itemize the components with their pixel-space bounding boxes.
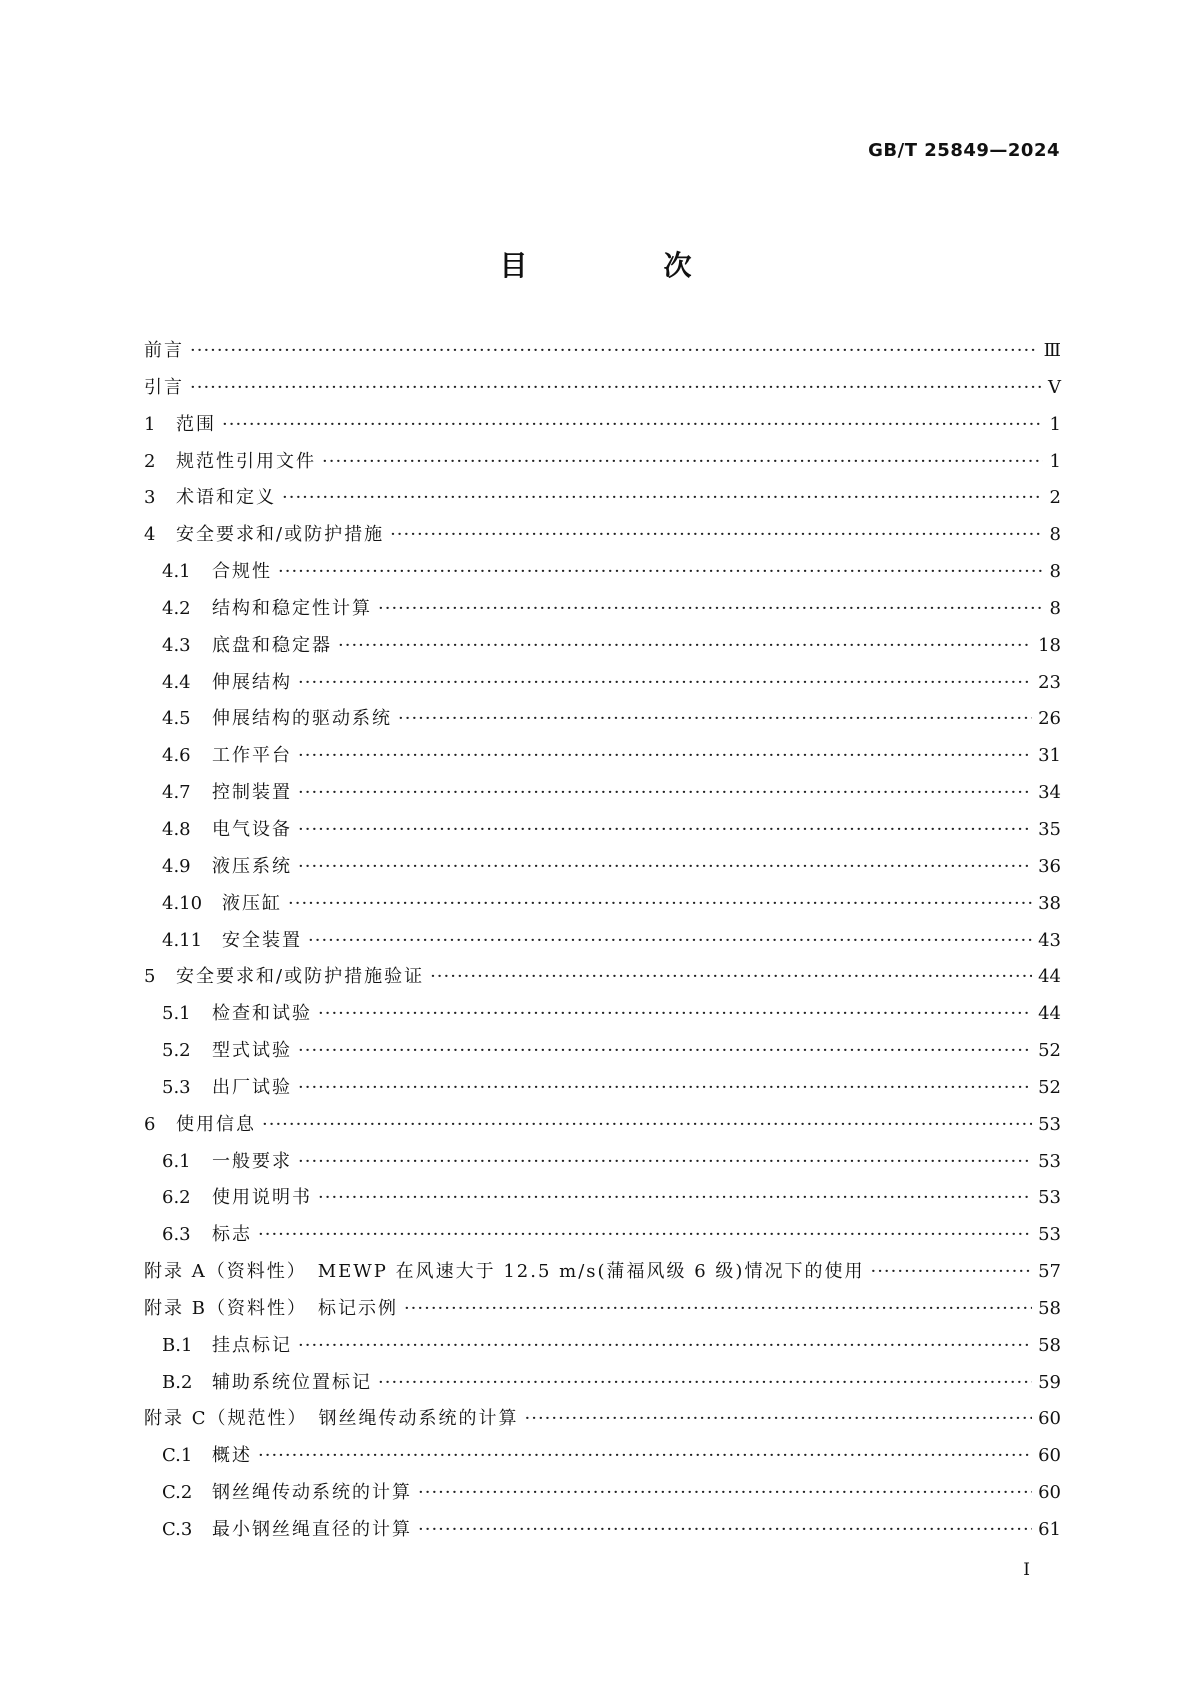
toc-entry-number: 3 [144, 487, 156, 509]
toc-entry-title: 范围 [176, 413, 216, 435]
toc-entry-title: 挂点标记 [212, 1334, 292, 1356]
toc-leader-dots [378, 597, 1043, 621]
toc-leader-dots [190, 339, 1038, 363]
toc-entry-title: 附录 A（资料性） MEWP 在风速大于 12.5 m/s(蒲福风级 6 级)情况下的使用 [144, 1261, 865, 1283]
toc-entry-page: 1 [1049, 413, 1061, 435]
toc-entry[interactable] [144, 892, 1061, 929]
toc-entry[interactable] [144, 413, 1061, 450]
toc-leader-dots [418, 1518, 1032, 1542]
toc-entry[interactable] [144, 339, 1061, 376]
toc-entry-title: 安全要求和/或防护措施 [176, 524, 385, 546]
toc-leader-dots [338, 634, 1032, 658]
toc-entry-number: 5.1 [162, 1003, 191, 1025]
toc-entry-page: 2 [1049, 487, 1061, 509]
toc-leader-dots [258, 1223, 1032, 1247]
toc-entry[interactable] [144, 1076, 1061, 1113]
toc-entry-number: 4.10 [162, 892, 203, 914]
toc-entry[interactable] [144, 1481, 1061, 1518]
toc-entry-page: 58 [1038, 1297, 1061, 1319]
toc-entry-title: 使用说明书 [212, 1187, 312, 1209]
toc-entry-page: 58 [1038, 1334, 1061, 1356]
toc-entry[interactable] [144, 929, 1061, 966]
toc-entry-number: 4.8 [162, 818, 191, 840]
toc-entry-page: 52 [1038, 1040, 1061, 1062]
toc-entry[interactable] [144, 1150, 1061, 1187]
toc-leader-dots [404, 1297, 1032, 1321]
toc-leader-dots [378, 1371, 1032, 1395]
toc-leader-dots [298, 1039, 1032, 1063]
toc-leader-dots [430, 965, 1032, 989]
toc-entry-page: 60 [1038, 1408, 1061, 1430]
toc-entry[interactable] [144, 1518, 1061, 1555]
toc-entry-number: 4.2 [162, 597, 191, 619]
toc-entry-page: 60 [1038, 1445, 1061, 1467]
toc-leader-dots [298, 744, 1032, 768]
toc-entry[interactable] [144, 855, 1061, 892]
toc-entry-title: 一般要求 [212, 1150, 292, 1172]
toc-entry-page: Ⅴ [1048, 376, 1061, 398]
page-number: Ⅰ [1023, 1560, 1030, 1580]
toc-leader-dots [278, 560, 1043, 584]
toc-leader-dots [398, 707, 1032, 731]
toc-leader-dots [298, 781, 1032, 805]
toc-entry-number: 2 [144, 450, 156, 472]
toc-leader-dots [298, 818, 1032, 842]
toc-leader-dots [390, 523, 1043, 547]
toc-entry[interactable] [144, 634, 1061, 671]
toc-entry-number: 4.1 [162, 561, 191, 583]
toc-leader-dots [525, 1407, 1033, 1431]
toc-entry-title: 结构和稳定性计算 [212, 597, 372, 619]
toc-entry[interactable] [144, 744, 1061, 781]
toc-entry[interactable] [144, 1113, 1061, 1150]
toc-entry-page: 38 [1038, 892, 1061, 914]
toc-entry-page: 53 [1038, 1113, 1061, 1135]
toc-entry-number: 4.9 [162, 855, 191, 877]
toc-entry[interactable] [144, 1260, 1061, 1297]
toc-entry-number: C.3 [162, 1519, 193, 1540]
toc-entry-title: 规范性引用文件 [176, 450, 316, 472]
toc-entry-number: 5 [144, 966, 156, 988]
toc-entry-title: 底盘和稳定器 [212, 634, 332, 656]
toc-leader-dots [262, 1113, 1032, 1137]
toc-entry-page: 26 [1038, 708, 1061, 730]
toc-entry[interactable] [144, 1444, 1061, 1481]
toc-entry-number: C.2 [162, 1482, 193, 1504]
toc-entry[interactable] [144, 1002, 1061, 1039]
toc-entry-title: 检查和试验 [212, 1003, 312, 1025]
toc-entry-page: 35 [1038, 818, 1061, 840]
toc-leader-dots [870, 1260, 1032, 1284]
toc-entry[interactable] [144, 1334, 1061, 1371]
toc-entry-title: 附录 C（规范性） 钢丝绳传动系统的计算 [144, 1408, 519, 1430]
toc-entry-page: 8 [1049, 561, 1061, 583]
toc-entry-number: B.1 [162, 1334, 193, 1356]
toc-entry[interactable] [144, 1186, 1061, 1223]
toc-entry-number: 4.11 [162, 929, 203, 951]
toc-leader-dots [222, 413, 1043, 437]
toc-entry[interactable] [144, 450, 1061, 487]
toc-entry-title: 最小钢丝绳直径的计算 [212, 1519, 412, 1540]
toc-entry-number: 6.2 [162, 1187, 191, 1209]
toc-entry[interactable] [144, 376, 1061, 413]
toc-entry-number: 6 [144, 1113, 156, 1135]
toc-leader-dots [418, 1481, 1032, 1505]
toc-entry-page: 23 [1038, 671, 1061, 693]
toc-entry-page: 60 [1038, 1482, 1061, 1504]
toc-entry[interactable] [144, 597, 1061, 634]
toc-entry-title: 控制装置 [212, 782, 292, 804]
toc-entry[interactable] [144, 671, 1061, 708]
toc-entry-page: Ⅲ [1043, 340, 1061, 361]
toc-leader-dots [318, 1186, 1032, 1210]
toc-entry-page: 59 [1038, 1371, 1061, 1393]
toc-entry-title: 安全要求和/或防护措施验证 [176, 966, 425, 988]
toc-entry-page: 61 [1038, 1519, 1061, 1540]
page-title: 目 次 [499, 249, 746, 282]
toc-entry-title: 安全装置 [222, 929, 302, 951]
toc-entry-number: 6.1 [162, 1150, 191, 1172]
toc-entry[interactable] [144, 1407, 1061, 1444]
toc-entry-number: 4.3 [162, 634, 191, 656]
toc-entry-page: 8 [1049, 597, 1061, 619]
toc-entry-title: 术语和定义 [176, 487, 276, 509]
toc-entry-page: 1 [1049, 450, 1061, 472]
toc-leader-dots [258, 1444, 1032, 1468]
toc-entry[interactable] [144, 486, 1061, 523]
toc-entry[interactable] [144, 1039, 1061, 1076]
toc-entry-title: 伸展结构的驱动系统 [212, 708, 392, 730]
toc-entry-page: 43 [1038, 929, 1061, 951]
toc-entry-page: 53 [1038, 1187, 1061, 1209]
toc-entry-title: 前言 [144, 340, 184, 361]
toc-entry-page: 18 [1038, 634, 1061, 656]
toc-entry-page: 53 [1038, 1224, 1061, 1246]
toc-entry-number: B.2 [162, 1371, 193, 1393]
toc-leader-dots [288, 892, 1032, 916]
toc-entry-title: 电气设备 [212, 818, 292, 840]
table-of-contents [144, 339, 1061, 1555]
toc-entry-title: 液压系统 [212, 855, 292, 877]
toc-entry[interactable] [144, 1223, 1061, 1260]
toc-entry[interactable] [144, 1371, 1061, 1408]
toc-entry[interactable] [144, 560, 1061, 597]
toc-leader-dots [318, 1002, 1032, 1026]
toc-entry-number: 1 [144, 413, 156, 435]
toc-leader-dots [322, 450, 1043, 474]
toc-leader-dots [282, 486, 1043, 510]
toc-entry-title: 概述 [212, 1445, 252, 1467]
standard-number: GB/T 25849—2024 [868, 140, 1060, 161]
toc-entry-title: 工作平台 [212, 745, 292, 767]
toc-entry-title: 辅助系统位置标记 [212, 1371, 372, 1393]
toc-entry-page: 44 [1038, 1003, 1061, 1025]
toc-entry[interactable] [144, 965, 1061, 1002]
toc-entry-page: 52 [1038, 1076, 1061, 1098]
toc-entry-title: 液压缸 [222, 892, 282, 914]
toc-entry-title: 出厂试验 [212, 1076, 292, 1098]
toc-entry-number: 4.7 [162, 782, 191, 804]
toc-entry-page: 44 [1038, 966, 1061, 988]
toc-leader-dots [298, 1076, 1032, 1100]
toc-entry-page: 31 [1038, 745, 1061, 767]
toc-entry-page: 57 [1038, 1261, 1061, 1283]
toc-entry-title: 标志 [212, 1224, 252, 1246]
toc-entry-number: 6.3 [162, 1224, 191, 1246]
toc-entry-title: 合规性 [212, 561, 272, 583]
toc-entry-number: 4.4 [162, 671, 191, 693]
toc-entry[interactable] [144, 523, 1061, 560]
toc-entry-number: C.1 [162, 1445, 193, 1467]
toc-leader-dots [298, 1334, 1032, 1358]
toc-entry-title: 型式试验 [212, 1040, 292, 1062]
toc-entry-page: 34 [1038, 782, 1061, 804]
toc-entry-page: 53 [1038, 1150, 1061, 1172]
toc-entry[interactable] [144, 781, 1061, 818]
toc-entry-number: 5.3 [162, 1076, 191, 1098]
toc-entry-title: 引言 [144, 376, 184, 398]
toc-entry-number: 4.5 [162, 708, 191, 730]
toc-entry[interactable] [144, 818, 1061, 855]
toc-leader-dots [190, 376, 1042, 400]
toc-entry[interactable] [144, 707, 1061, 744]
toc-entry-title: 钢丝绳传动系统的计算 [212, 1482, 412, 1504]
toc-entry-number: 4 [144, 524, 156, 546]
toc-leader-dots [308, 929, 1032, 953]
toc-leader-dots [298, 855, 1032, 879]
toc-entry[interactable] [144, 1297, 1061, 1334]
toc-leader-dots [298, 1150, 1032, 1174]
toc-leader-dots [298, 671, 1032, 695]
toc-entry-number: 5.2 [162, 1040, 191, 1062]
toc-entry-title: 使用信息 [176, 1113, 256, 1135]
toc-entry-title: 伸展结构 [212, 671, 292, 693]
toc-entry-page: 36 [1038, 855, 1061, 877]
toc-entry-page: 8 [1049, 524, 1061, 546]
toc-entry-number: 4.6 [162, 745, 191, 767]
toc-entry-title: 附录 B（资料性） 标记示例 [144, 1297, 398, 1319]
